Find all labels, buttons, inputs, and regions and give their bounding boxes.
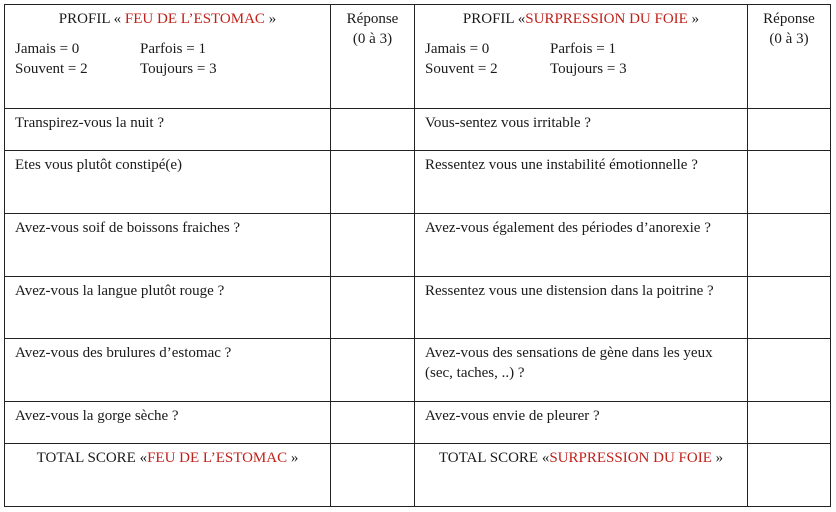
total-name-right: SURPRESSION DU FOIE [549, 450, 712, 466]
reponse-header-right: Réponse (0 à 3) [748, 5, 831, 109]
question-row [5, 214, 831, 277]
profil-title-left: PROFIL « FEU DE L’ESTOMAC » [58, 11, 277, 27]
answer-cell-right[interactable] [748, 402, 831, 444]
scale-toujours: Toujours = 3 [140, 61, 217, 77]
profil-name-right: SURPRESSION DU FOIE [525, 11, 688, 27]
question-row [5, 109, 831, 151]
question-right: Avez-vous des sensations de gène dans les yeux (sec, taches, ..) ? [415, 339, 748, 402]
score-scale-left [15, 39, 320, 79]
total-score-cell-right[interactable] [748, 444, 831, 507]
answer-cell-left[interactable] [331, 151, 415, 214]
question-row [5, 277, 831, 339]
question-right: Avez-vous également des périodes d’anorexie ? [415, 214, 748, 277]
answer-cell-right[interactable] [748, 339, 831, 402]
answer-cell-right[interactable] [748, 151, 831, 214]
total-score-label-right: TOTAL SCORE «SURPRESSION DU FOIE » [415, 444, 748, 507]
scale-jamais: Jamais = 0 [15, 41, 80, 57]
question-left: Avez-vous la langue plutôt rouge ? [5, 277, 331, 339]
scale-parfois: Parfois = 1 [550, 41, 616, 57]
question-left: Avez-vous des brulures d’estomac ? [5, 339, 331, 402]
question-row [5, 151, 831, 214]
questionnaire-table [4, 4, 831, 507]
answer-cell-left[interactable] [331, 214, 415, 277]
header-row [5, 5, 831, 109]
scale-souvent: Souvent = 2 [425, 61, 498, 77]
question-right: Avez-vous envie de pleurer ? [415, 402, 748, 444]
scale-toujours: Toujours = 3 [550, 61, 627, 77]
scale-parfois: Parfois = 1 [140, 41, 206, 57]
answer-cell-right[interactable] [748, 109, 831, 151]
question-right: Vous-sentez vous irritable ? [415, 109, 748, 151]
profil-surpression-foie-header [415, 5, 748, 109]
answer-cell-left[interactable] [331, 277, 415, 339]
answer-cell-left[interactable] [331, 109, 415, 151]
answer-cell-right[interactable] [748, 214, 831, 277]
profil-title-right: PROFIL «SURPRESSION DU FOIE » [462, 11, 700, 27]
question-right: Ressentez vous une distension dans la poitrine ? [415, 277, 748, 339]
question-left: Etes vous plutôt constipé(e) [5, 151, 331, 214]
profil-name-left: FEU DE L’ESTOMAC [124, 11, 265, 27]
answer-cell-left[interactable] [331, 402, 415, 444]
total-row [5, 444, 831, 507]
scale-souvent: Souvent = 2 [15, 61, 88, 77]
answer-cell-right[interactable] [748, 277, 831, 339]
scale-jamais: Jamais = 0 [425, 41, 490, 57]
question-left: Transpirez-vous la nuit ? [5, 109, 331, 151]
total-score-cell-left[interactable] [331, 444, 415, 507]
profil-feu-estomac-header [5, 5, 331, 109]
question-row [5, 402, 831, 444]
question-row [5, 339, 831, 402]
total-name-left: FEU DE L’ESTOMAC [147, 450, 288, 466]
question-left: Avez-vous soif de boissons fraiches ? [5, 214, 331, 277]
total-score-label-left: TOTAL SCORE «FEU DE L’ESTOMAC » [5, 444, 331, 507]
score-scale-right [425, 39, 737, 79]
answer-cell-left[interactable] [331, 339, 415, 402]
reponse-header-left: Réponse (0 à 3) [331, 5, 415, 109]
question-left: Avez-vous la gorge sèche ? [5, 402, 331, 444]
question-right: Ressentez vous une instabilité émotionnelle ? [415, 151, 748, 214]
